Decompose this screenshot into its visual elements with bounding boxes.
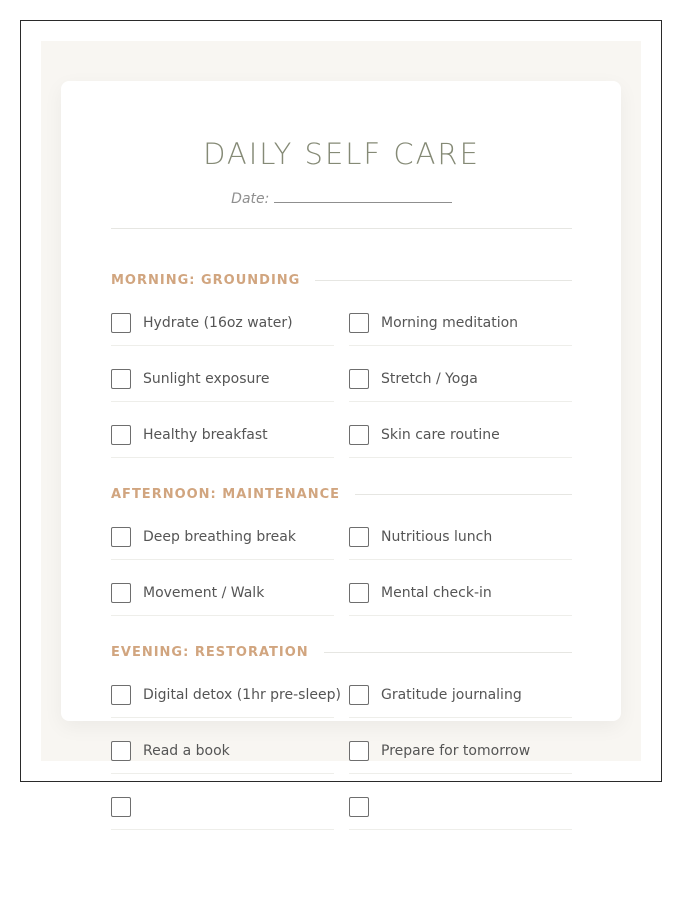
checkbox[interactable] <box>111 797 131 817</box>
page-title: DAILY SELF CARE <box>203 137 480 171</box>
item-label: Stretch / Yoga <box>381 370 478 387</box>
morning-checklist <box>111 300 572 468</box>
section-afternoon <box>111 479 572 509</box>
section-title-evening: EVENING: RESTORATION <box>111 644 309 660</box>
checkbox[interactable] <box>349 425 369 445</box>
date-field <box>111 190 572 208</box>
evening-checklist <box>111 672 572 832</box>
checklist-item[interactable] <box>111 728 334 774</box>
checklist-item[interactable] <box>111 784 334 830</box>
checklist-item[interactable] <box>111 672 341 718</box>
checklist-item[interactable] <box>349 514 572 560</box>
checklist-item[interactable] <box>349 356 572 402</box>
checkbox[interactable] <box>111 741 131 761</box>
checkbox[interactable] <box>349 369 369 389</box>
item-label: Movement / Walk <box>143 584 265 601</box>
section-morning <box>111 265 572 295</box>
date-label: Date: <box>231 191 270 207</box>
section-evening <box>111 637 572 667</box>
checklist-item[interactable] <box>111 570 334 616</box>
checkbox[interactable] <box>349 685 369 705</box>
checklist-item[interactable] <box>111 514 334 560</box>
item-label: Nutritious lunch <box>381 528 493 545</box>
item-label: Digital detox (1hr pre-sleep) <box>143 686 341 703</box>
checkbox[interactable] <box>111 583 131 603</box>
item-label: Skin care routine <box>381 426 500 443</box>
checkbox[interactable] <box>349 741 369 761</box>
item-label: Read a book <box>143 742 230 759</box>
section-divider <box>315 280 572 281</box>
checklist-item[interactable] <box>349 300 572 346</box>
item-label: Sunlight exposure <box>143 370 270 387</box>
header-divider <box>111 228 572 229</box>
item-label: Deep breathing break <box>143 528 296 545</box>
checkbox[interactable] <box>349 313 369 333</box>
checklist-item[interactable] <box>349 412 572 458</box>
checklist-item[interactable] <box>111 356 334 402</box>
checklist-item[interactable] <box>349 570 572 616</box>
date-input-line[interactable] <box>274 190 452 203</box>
item-label: Mental check-in <box>381 584 492 601</box>
item-label: Healthy breakfast <box>143 426 268 443</box>
section-divider <box>355 494 572 495</box>
checklist-content <box>111 135 572 832</box>
checklist-item[interactable] <box>349 728 572 774</box>
checkbox[interactable] <box>111 685 131 705</box>
item-label: Prepare for tomorrow <box>381 742 531 759</box>
item-label: Hydrate (16oz water) <box>143 314 293 331</box>
checkbox[interactable] <box>111 425 131 445</box>
checklist-item[interactable] <box>111 412 334 458</box>
section-divider <box>324 652 572 653</box>
section-title-afternoon: AFTERNOON: MAINTENANCE <box>111 486 340 502</box>
checkbox[interactable] <box>111 313 131 333</box>
checklist-item[interactable] <box>111 300 334 346</box>
checkbox[interactable] <box>111 369 131 389</box>
checklist-item[interactable] <box>349 672 572 718</box>
checklist-item[interactable] <box>349 784 572 830</box>
checkbox[interactable] <box>349 527 369 547</box>
checkbox[interactable] <box>111 527 131 547</box>
item-label: Morning meditation <box>381 314 519 331</box>
section-title-morning: MORNING: GROUNDING <box>111 272 301 288</box>
afternoon-checklist <box>111 514 572 626</box>
item-label: Gratitude journaling <box>381 686 522 703</box>
checkbox[interactable] <box>349 797 369 817</box>
checkbox[interactable] <box>349 583 369 603</box>
